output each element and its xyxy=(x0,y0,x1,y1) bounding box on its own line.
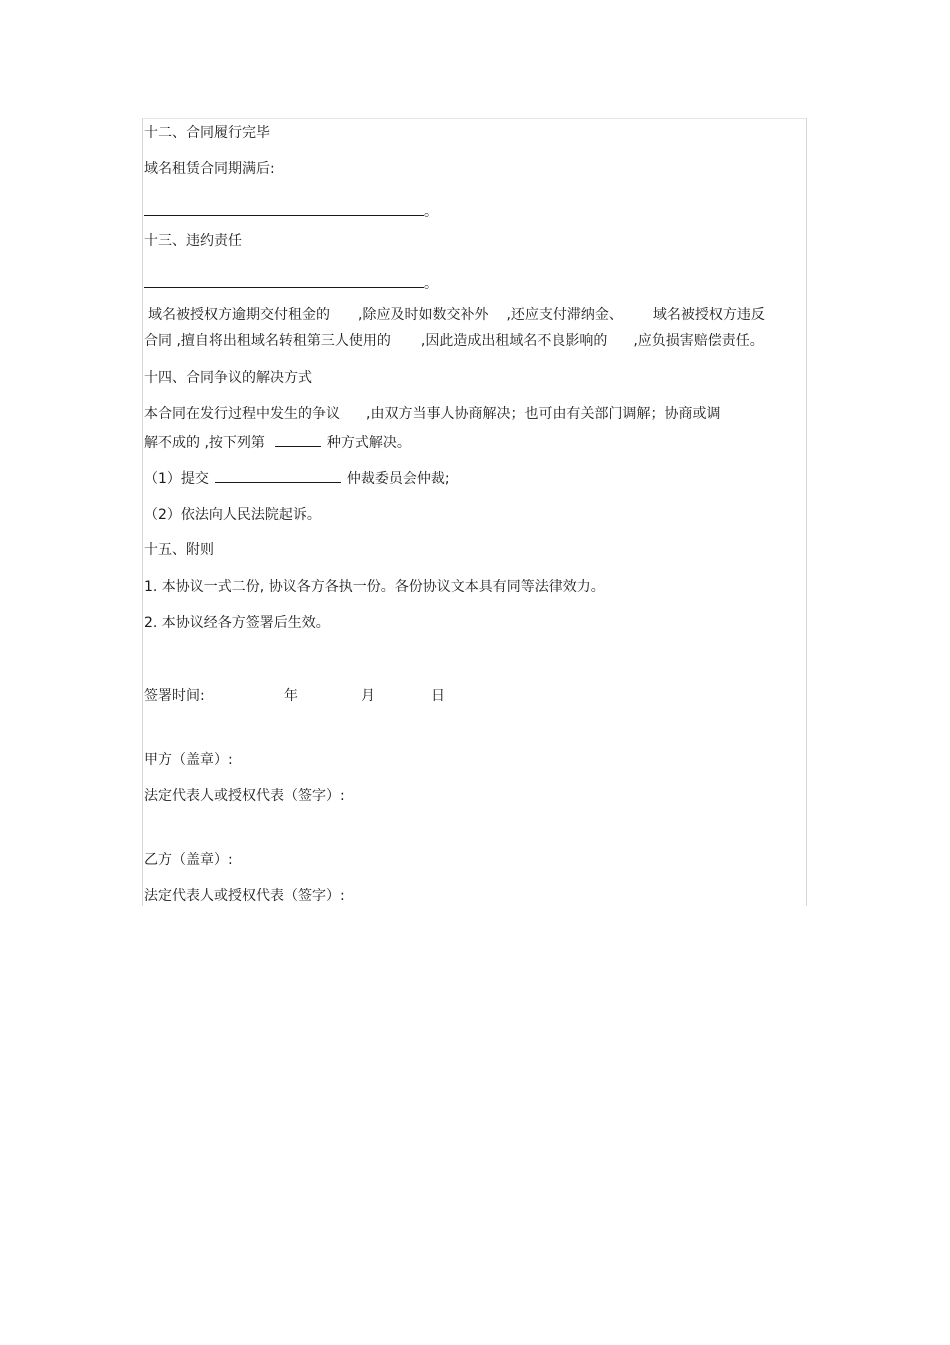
sign-day-label: 日 xyxy=(431,688,445,704)
page-frame-top xyxy=(142,118,807,119)
text-span: ,应负损害赔偿责任。 xyxy=(633,333,764,349)
sign-time-label: 签署时间: xyxy=(144,688,205,704)
party-b-seal: 乙方（盖章）: xyxy=(144,852,233,868)
appendix-item-2: 2. 本协议经各方签署后生效。 xyxy=(144,615,330,631)
page-frame-right xyxy=(806,118,807,906)
appendix-item-1: 1. 本协议一式二份, 协议各方各执一份。各份协议文本具有同等法律效力。 xyxy=(144,579,605,595)
dispute-paragraph-line-1 xyxy=(144,405,720,423)
party-a-representative: 法定代表人或授权代表（签字）: xyxy=(144,788,345,804)
end-mark: 。 xyxy=(424,276,438,292)
section-12-intro: 域名租赁合同期满后: xyxy=(144,161,275,177)
section-13-heading: 十三、违约责任 xyxy=(144,233,242,249)
text-span: ,因此造成出租域名不良影响的 xyxy=(420,333,608,349)
breach-paragraph-line-2 xyxy=(144,332,764,350)
text-span: 域名被授权方违反 xyxy=(652,307,765,323)
text-span: 种方式解决。 xyxy=(326,435,411,451)
breach-paragraph-line-1 xyxy=(144,306,765,324)
section-14-heading: 十四、合同争议的解决方式 xyxy=(144,370,312,386)
text-span: 合同 ,擅自将出租域名转租第三人使用的 xyxy=(144,333,391,349)
end-mark: 。 xyxy=(424,204,438,220)
page-frame-left xyxy=(142,118,143,906)
text-span: 域名被授权方逾期交付租金的 xyxy=(148,307,330,323)
section-12-heading: 十二、合同履行完毕 xyxy=(144,125,270,141)
dispute-option-1 xyxy=(144,468,450,488)
sign-year-label: 年 xyxy=(284,688,298,704)
dispute-paragraph-line-2 xyxy=(144,432,411,452)
section-12-fill-line xyxy=(144,201,438,221)
text-span: 本合同在发行过程中发生的争议 xyxy=(144,406,340,422)
text-span: ,除应及时如数交补外 xyxy=(358,307,489,323)
text-span: 解不成的 ,按下列第 xyxy=(144,435,265,451)
section-15-heading: 十五、附则 xyxy=(144,542,214,558)
dispute-option-2: （2）依法向人民法院起诉。 xyxy=(144,507,321,523)
blank-line xyxy=(144,201,424,216)
sign-month-label: 月 xyxy=(361,688,375,704)
text-span: 仲裁委员会仲裁; xyxy=(346,471,450,487)
blank-line xyxy=(275,432,321,447)
text-span: （1）提交 xyxy=(144,471,209,487)
blank-line xyxy=(144,273,424,288)
blank-line xyxy=(215,468,341,483)
text-span: ,由双方当事人协商解决；也可由有关部门调解；协商或调 xyxy=(366,406,721,422)
party-b-representative: 法定代表人或授权代表（签字）: xyxy=(144,888,345,904)
section-13-fill-line xyxy=(144,273,438,293)
text-span: ,还应支付滞纳金、 xyxy=(506,307,623,323)
party-a-seal: 甲方（盖章）: xyxy=(144,752,233,768)
